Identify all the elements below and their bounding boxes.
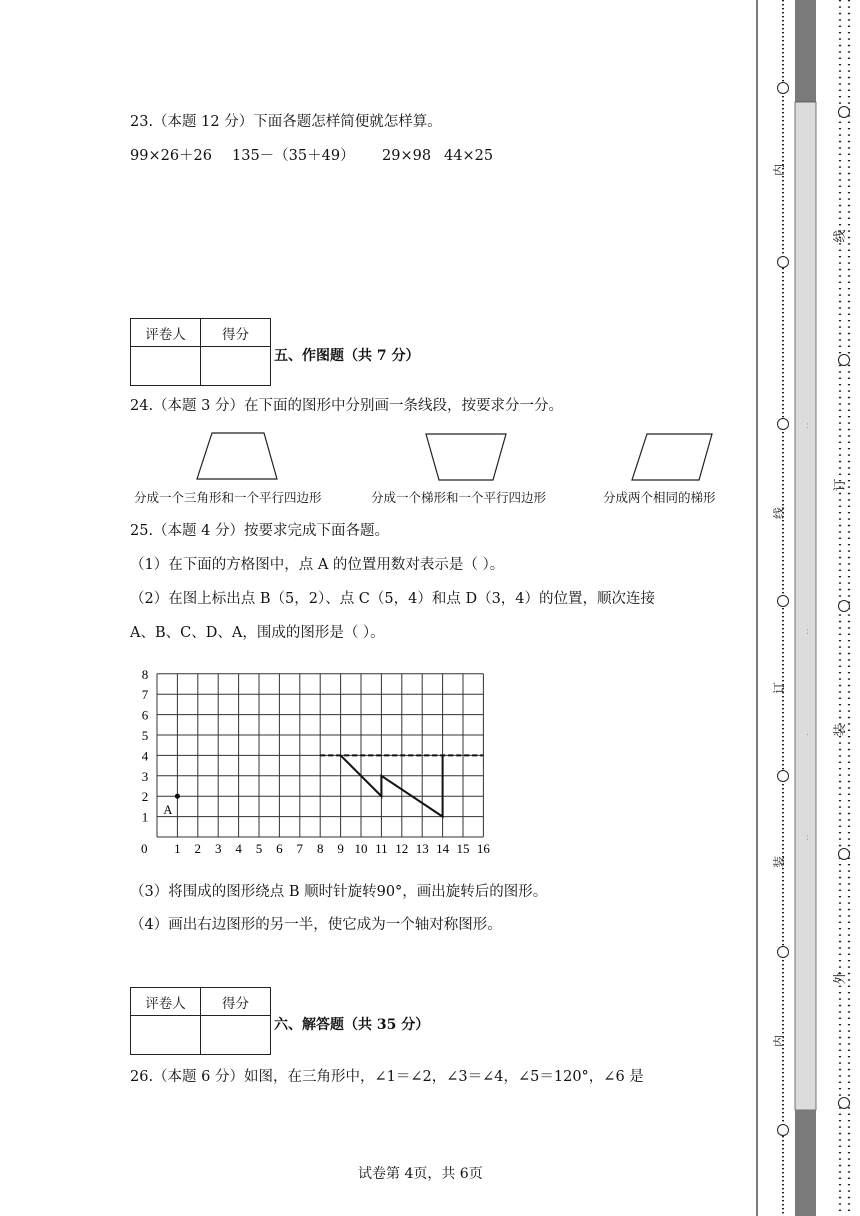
x-tick-label: 1 (174, 841, 181, 856)
y-tick-label: 1 (141, 809, 149, 825)
q24-title: 24.（本题 3 分）在下面的图形中分别画一条线段，按要求分一分。 (130, 398, 564, 414)
reviewer-header-2: 评卷人 (131, 988, 201, 1016)
y-tick-label: 3 (141, 768, 149, 784)
y-tick-label: 5 (141, 728, 149, 743)
x-tick-label: 0 (141, 841, 148, 856)
binding-label-outer: 订 (833, 478, 848, 492)
gray-bar-bottom (795, 1110, 816, 1216)
q24-caption-3: 分成两个相同的梯形 (603, 490, 716, 505)
y-tick-label: 4 (141, 748, 149, 764)
q24-caption-1: 分成一个三角形和一个平行四边形 (134, 490, 322, 505)
binding-label-outer: 外 (833, 971, 848, 985)
q23-expr-3: 29×98 (382, 148, 432, 164)
x-tick-label: 7 (296, 841, 304, 856)
inverted-trapezoid-shape (426, 434, 506, 480)
x-tick-label: 14 (436, 841, 450, 856)
x-tick-label: 11 (375, 841, 388, 856)
binding-circle-icon (778, 257, 789, 268)
score-header: 得分 (201, 319, 271, 347)
reviewer-cell-2[interactable] (131, 1016, 201, 1055)
q23-expr-1: 99×26＋26 (130, 148, 213, 164)
binding-circle-icon (778, 596, 789, 607)
score-table-2 (130, 987, 271, 1055)
score-cell-2[interactable] (201, 1016, 271, 1055)
section-6-title: 六、解答题（共 35 分） (274, 1017, 430, 1033)
q25-part-2a: （2）在图上标出点 B（5，2）、点 C（5，4）和点 D（3，4）的位置，顺次连接 (130, 591, 656, 607)
x-tick-label: 10 (354, 841, 368, 856)
binding-label-inner: 订 (772, 681, 786, 695)
x-tick-label: 9 (337, 841, 344, 856)
binding-circle-outer-icon (839, 601, 850, 612)
x-tick-label: 5 (255, 841, 263, 856)
reviewer-header: 评卷人 (131, 319, 201, 347)
trapezoid-shape (197, 433, 277, 479)
coordinate-grid (130, 660, 500, 860)
binding-label-outer: 装 (833, 723, 848, 737)
y-tick-label: 7 (141, 687, 149, 703)
x-tick-label: 13 (415, 841, 429, 856)
gray-bar-middle (795, 102, 816, 1110)
binding-label-inner: 内 (772, 163, 786, 177)
score-header-2: 得分 (201, 988, 271, 1016)
page-footer: 试卷第 4页，共 6页 (358, 1166, 483, 1182)
binding-circle-outer-icon (839, 1098, 850, 1109)
binding-label-inner: 线 (772, 506, 786, 520)
binding-label-inner: 内 (772, 1034, 786, 1048)
reviewer-cell[interactable] (131, 347, 201, 386)
q23-expr-4: 44×25 (444, 148, 494, 164)
gray-bar-top (795, 0, 816, 102)
binding-circle-outer-icon (839, 355, 850, 366)
binding-label-outer: 线 (833, 229, 848, 243)
binding-circle-icon (778, 771, 789, 782)
x-tick-label: 12 (395, 841, 409, 856)
binding-circle-outer-icon (839, 107, 850, 118)
x-tick-label: 15 (456, 841, 470, 856)
x-tick-label: 8 (316, 841, 324, 856)
binding-label-inner: 装 (772, 855, 786, 869)
binding-circle-icon (778, 83, 789, 94)
y-tick-label: 8 (141, 666, 149, 682)
svg-text::: : (806, 833, 810, 843)
point-a (175, 794, 180, 799)
q24-caption-2: 分成一个梯形和一个平行四边形 (371, 490, 547, 505)
x-tick-label: 16 (476, 841, 490, 856)
score-cell[interactable] (201, 347, 271, 386)
svg-text::: : (806, 421, 810, 431)
q25-part-4: （4）画出右边图形的另一半，使它成为一个轴对称图形。 (130, 917, 502, 933)
svg-text::: : (806, 627, 810, 637)
section-5-title: 五、作图题（共 7 分） (274, 348, 420, 364)
q25-title: 25.（本题 4 分）按要求完成下面各题。 (130, 523, 390, 539)
x-tick-label: 4 (235, 841, 242, 856)
binding-circle-outer-icon (839, 849, 850, 860)
y-tick-label: 2 (141, 789, 149, 805)
x-tick-label: 2 (194, 841, 202, 856)
y-tick-label: 6 (141, 707, 149, 723)
x-tick-label: 3 (214, 841, 222, 856)
q25-part-2b: A、B、C、D、A，围成的图形是（ ）。 (130, 625, 385, 641)
half-shape (341, 755, 443, 816)
parallelogram-shape (632, 434, 712, 480)
q26-title: 26.（本题 6 分）如图，在三角形中，∠1＝∠2，∠3＝∠4，∠5＝120°，∠6 是 (130, 1069, 644, 1085)
x-tick-label: 6 (276, 841, 283, 856)
svg-text:.: . (806, 728, 809, 738)
q25-part-1: （1）在下面的方格图中，点 A 的位置用数对表示是（ ）。 (130, 557, 505, 573)
binding-margin (754, 0, 860, 1216)
score-table (130, 318, 271, 386)
point-a-label: A (163, 803, 173, 818)
binding-circle-icon (778, 1125, 789, 1136)
q24-shapes (130, 428, 730, 484)
q25-part-3: （3）将围成的图形绕点 B 顺时针旋转90°，画出旋转后的图形。 (130, 884, 548, 900)
q23-title: 23.（本题 12 分）下面各题怎样简便就怎样算。 (130, 114, 442, 130)
binding-circle-icon (778, 947, 789, 958)
q23-expr-2: 135－（35＋49） (232, 148, 355, 164)
binding-circle-icon (778, 419, 789, 430)
